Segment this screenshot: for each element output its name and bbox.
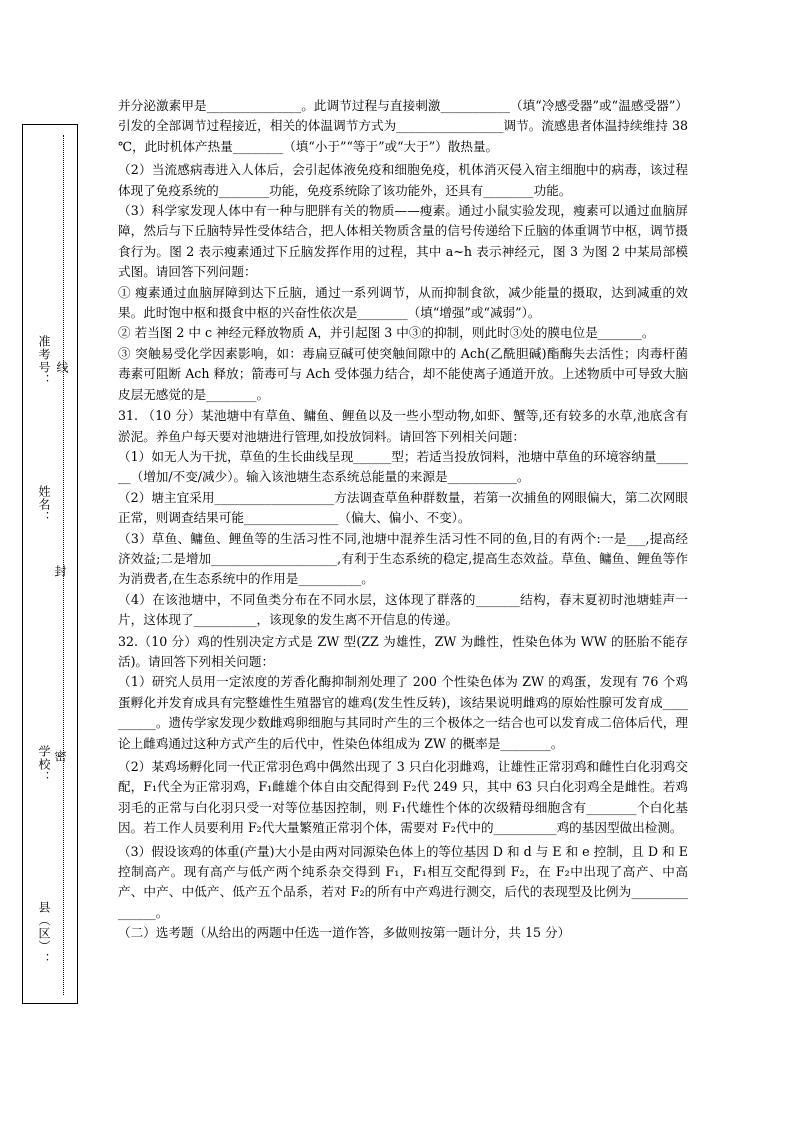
name-label: 姓名： [37, 485, 51, 524]
q31-2: （2）塘主宜采用___________________方法调查草鱼种群数量，若第一次捕鱼的网眼偏大，第二次网眼正常，则调查结果可能_______________（偏大、偏小、不变）。 [118, 489, 688, 526]
q30-3-part3: ③ 突触易受化学因素影响，如：毒扁豆碱可使突触间隙中的 Ach(乙酰胆碱)酯酶失去活性；肉毒杆菌毒素可阻断 Ach 释放；箭毒可与 Ach 受体强力结合，却不能使离子通道开放。上述物质中可导致大脑皮层无感觉的是________。 [118, 345, 688, 402]
q30-3-intro: （3）科学家发现人体中有一种与肥胖有关的物质——瘦素。通过小鼠实验发现，瘦素可以通过血脑屏障，然后与下丘脑特异性受体结合，把人体相关物质含量的信号传递给下丘脑的体重调节中枢，调节摄食行为。图 2 表示瘦素通过下丘脑发挥作用的过程，其中 a~h 表示神经元，图 3 为图 2 中某局部模式图。请回答下列问题： [118, 203, 688, 280]
binding-margin [22, 124, 78, 1004]
q30-2: （2）当流感病毒进入人体后，会引起体液免疫和细胞免疫，机体消灭侵入宿主细胞中的病毒，该过程体现了免疫系统的________功能，免疫系统除了该功能外，还具有________功能。 [118, 162, 688, 198]
question-content [118, 96, 688, 944]
q32-stem: 32.（10 分）鸡的性别决定方式是 ZW 型(ZZ 为雄性，ZW 为雌性，性染色体为 WW 的胚胎不能存活)。请回答下列相关问题： [118, 633, 688, 669]
elective-section-heading: （二）选考题（从给出的两题中任选一道作答，多做则按第一题计分，共 15 分） [118, 925, 571, 941]
q30-3-part1: ① 瘦素通过血脑屏障到达下丘脑，通过一系列调节，从而抑制食欲，减少能量的摄取，达到减重的效果。此时饱中枢和摄食中枢的兴奋性依次是________（填“增强”或“减弱”）。 [118, 284, 688, 321]
q32-1: （1）研究人员用一定浓度的芳香化酶抑制剂处理了 200 个性染色体为 ZW 的鸡蛋，发现有 76 个鸡蛋孵化并发育成具有完整雄性生殖器官的雄鸡(发生性反转)，该结果说明雌鸡的原始性腺可发育成__________。遗传学家发现少数雌鸡卵细胞与其同时产生的三个极体之一结合也可以发育成二倍体后代，理论上雌鸡通过这种方式产生的后代中，性染色体组成为 ZW 的概率是________。 [118, 674, 688, 751]
q30-1-continued: 并分泌激素甲是_______________。此调节过程与直接刺激___________（填“冷感受器”或“温感受器”）引发的全部调节过程接近，相关的体温调节方式为_________________调节。流感患者体温持续维持 38 ℃，此时机体产热量________（填“小于”“等于”或“大于”）散热量。 [118, 98, 688, 154]
q31-4: （4）在该池塘中，不同鱼类分布在不同水层，这体现了群落的_______结构，春末夏初时池塘蛙声一片，这体现了__________，该现象的发生离不开信息的传递。 [118, 591, 688, 628]
district-label: 县（区）： [37, 901, 51, 966]
binding-line-mark: 线 [55, 361, 69, 374]
q31-1: （1）如无人为干扰，草鱼的生长曲线呈现______型；若适当投放饲料，池塘中草鱼的环境容纳量_______（增加/不变/减少）。输入该池塘生态系统总能量的来源是___________。 [118, 448, 688, 485]
q30-3-part2: ② 若当图 2 中 c 神经元释放物质 A，并引起图 3 中③的抑制，则此时③处的膜电位是_______。 [118, 325, 655, 341]
school-label: 学校： [37, 745, 51, 784]
q31-3: （3）草鱼、鳙鱼、鲤鱼等的生活习性不同,池塘中混养生活习性不同的鱼,目的有两个:一是___,提高经济效益;二是增加____________________,有利于生态系统的稳定,提高生态效益。草鱼、鳙鱼、鲤鱼等作为消费者,在生态系统中的作用是__________。 [118, 530, 688, 587]
q32-3: （3）假设该鸡的体重(产量)大小是由两对同源染色体上的等位基因 D 和 d 与 E 和 e 控制，且 D 和 E 控制高产。现有高产与低产两个纯系杂交得到 F₁，F₁相互交配得到 F₂，在 F₂中出现了高产、中高产、中产、中低产、低产五个品系，若对 F₂的所有中产鸡进行测交，后代的表现型及比例为_______________。 [118, 843, 688, 920]
binding-secret-mark: 密 [53, 750, 67, 763]
q31-stem: 31. （10 分）某池塘中有草鱼、鳙鱼、鲤鱼以及一些小型动物,如虾、蟹等,还有较多的水草,池底含有淤泥。养鱼户每天要对池塘进行管理,如投放饲料。请回答下列相关问题： [118, 408, 688, 444]
binding-seal-mark: 封 [53, 565, 67, 578]
q32-2: （2）某鸡场孵化同一代正常羽色鸡中偶然出现了 3 只白化羽雌鸡，让雄性正常羽鸡和雌性白化羽鸡交配，F₁代全为正常羽鸡，F₁雌雄个体自由交配得到 F₂代 249 只，其中 63 只白化羽鸡全是雌性。若鸡羽毛的正常与白化羽只受一对等位基因控制，则 F₁代雄性个体的次级精母细胞含有________个白化基因。若工作人员要利用 F₂代大量繁殖正常羽个体，需要对 F₂代中的__________鸡的基因型做出检测。 [118, 759, 688, 836]
exam-number-label: 准考号： [37, 335, 51, 387]
